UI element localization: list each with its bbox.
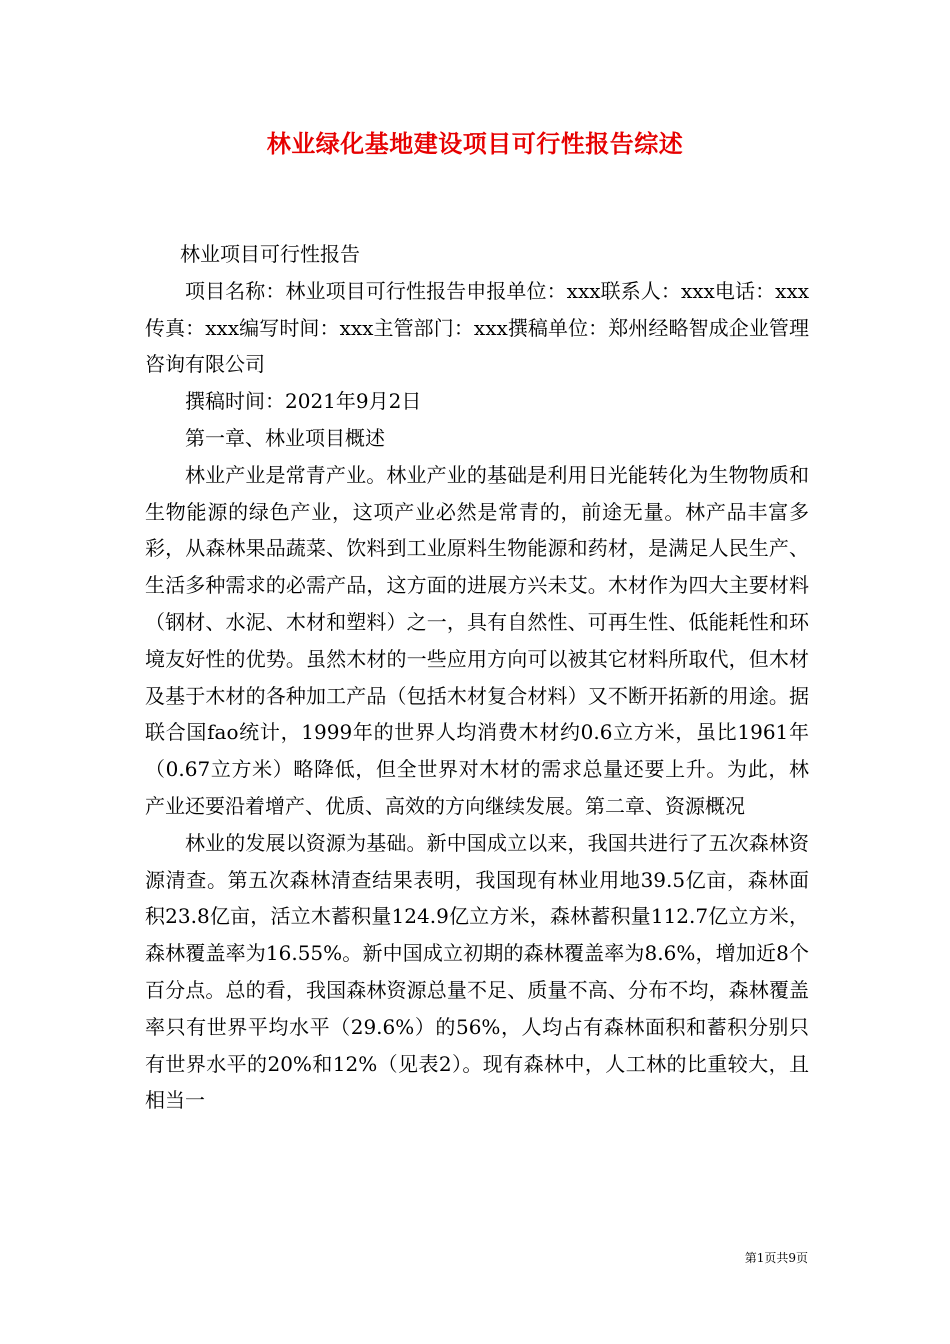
document-body	[145, 236, 809, 1119]
resources-paragraph: 林业的发展以资源为基础。新中国成立以来，我国共进行了五次森林资源清查。第五次森林清查结果表明，我国现有林业用地39.5亿亩，森林面积23.8亿亩，活立木蓄积量124.9亿立方米，森林蓄积量112.7亿立方米，森林覆盖率为16.55%。新中国成立初期的森林覆盖率为8.6%，增加近8个百分点。总的看，我国森林资源总量不足、质量不高、分布不均，森林覆盖率只有世界平均水平（29.6%）的56%，人均占有森林面积和蓄积分别只有世界水平的20%和12%（见表2）。现有森林中，人工林的比重较大，且相当一	[145, 830, 809, 1113]
chapter-one-paragraph: 林业产业是常青产业。林业产业的基础是利用日光能转化为生物物质和生物能源的绿色产业，这项产业必然是常青的，前途无量。林产品丰富多彩，从森林果品蔬菜、饮料到工业原料生物能源和药材，是满足人民生产、生活多种需求的必需产品，这方面的进展方兴未艾。木材作为四大主要材料（钢材、水泥、木材和塑料）之一，具有自然性、可再生性、低能耗性和环境友好性的优势。虽然木材的一些应用方向可以被其它材料所取代，但木材及基于木材的各种加工产品（包括木材复合材料）又不断开拓新的用途。据联合国fao统计，1999年的世界人均消费木材约0.6立方米，虽比1961年（0.67立方米）略降低，但全世界对木材的需求总量还要上升。为此，林产业还要沿着增产、优质、高效的方向继续发展。第二章、资源概况	[145, 462, 809, 818]
page-title: 林业绿化基地建设项目可行性报告综述	[266, 129, 684, 158]
page-number: 第1页共9页	[744, 1251, 808, 1265]
chapter-one-heading: 第一章、林业项目概述	[185, 425, 385, 450]
report-heading: 林业项目可行性报告	[180, 242, 360, 266]
draft-date-paragraph: 撰稿时间：2021年9月2日	[185, 389, 422, 414]
project-info-paragraph: 项目名称：林业项目可行性报告申报单位：xxx联系人：xxx电话：xxx传真：xxx编写时间：xxx主管部门：xxx撰稿单位：郑州经略智成企业管理咨询有限公司	[145, 278, 809, 377]
